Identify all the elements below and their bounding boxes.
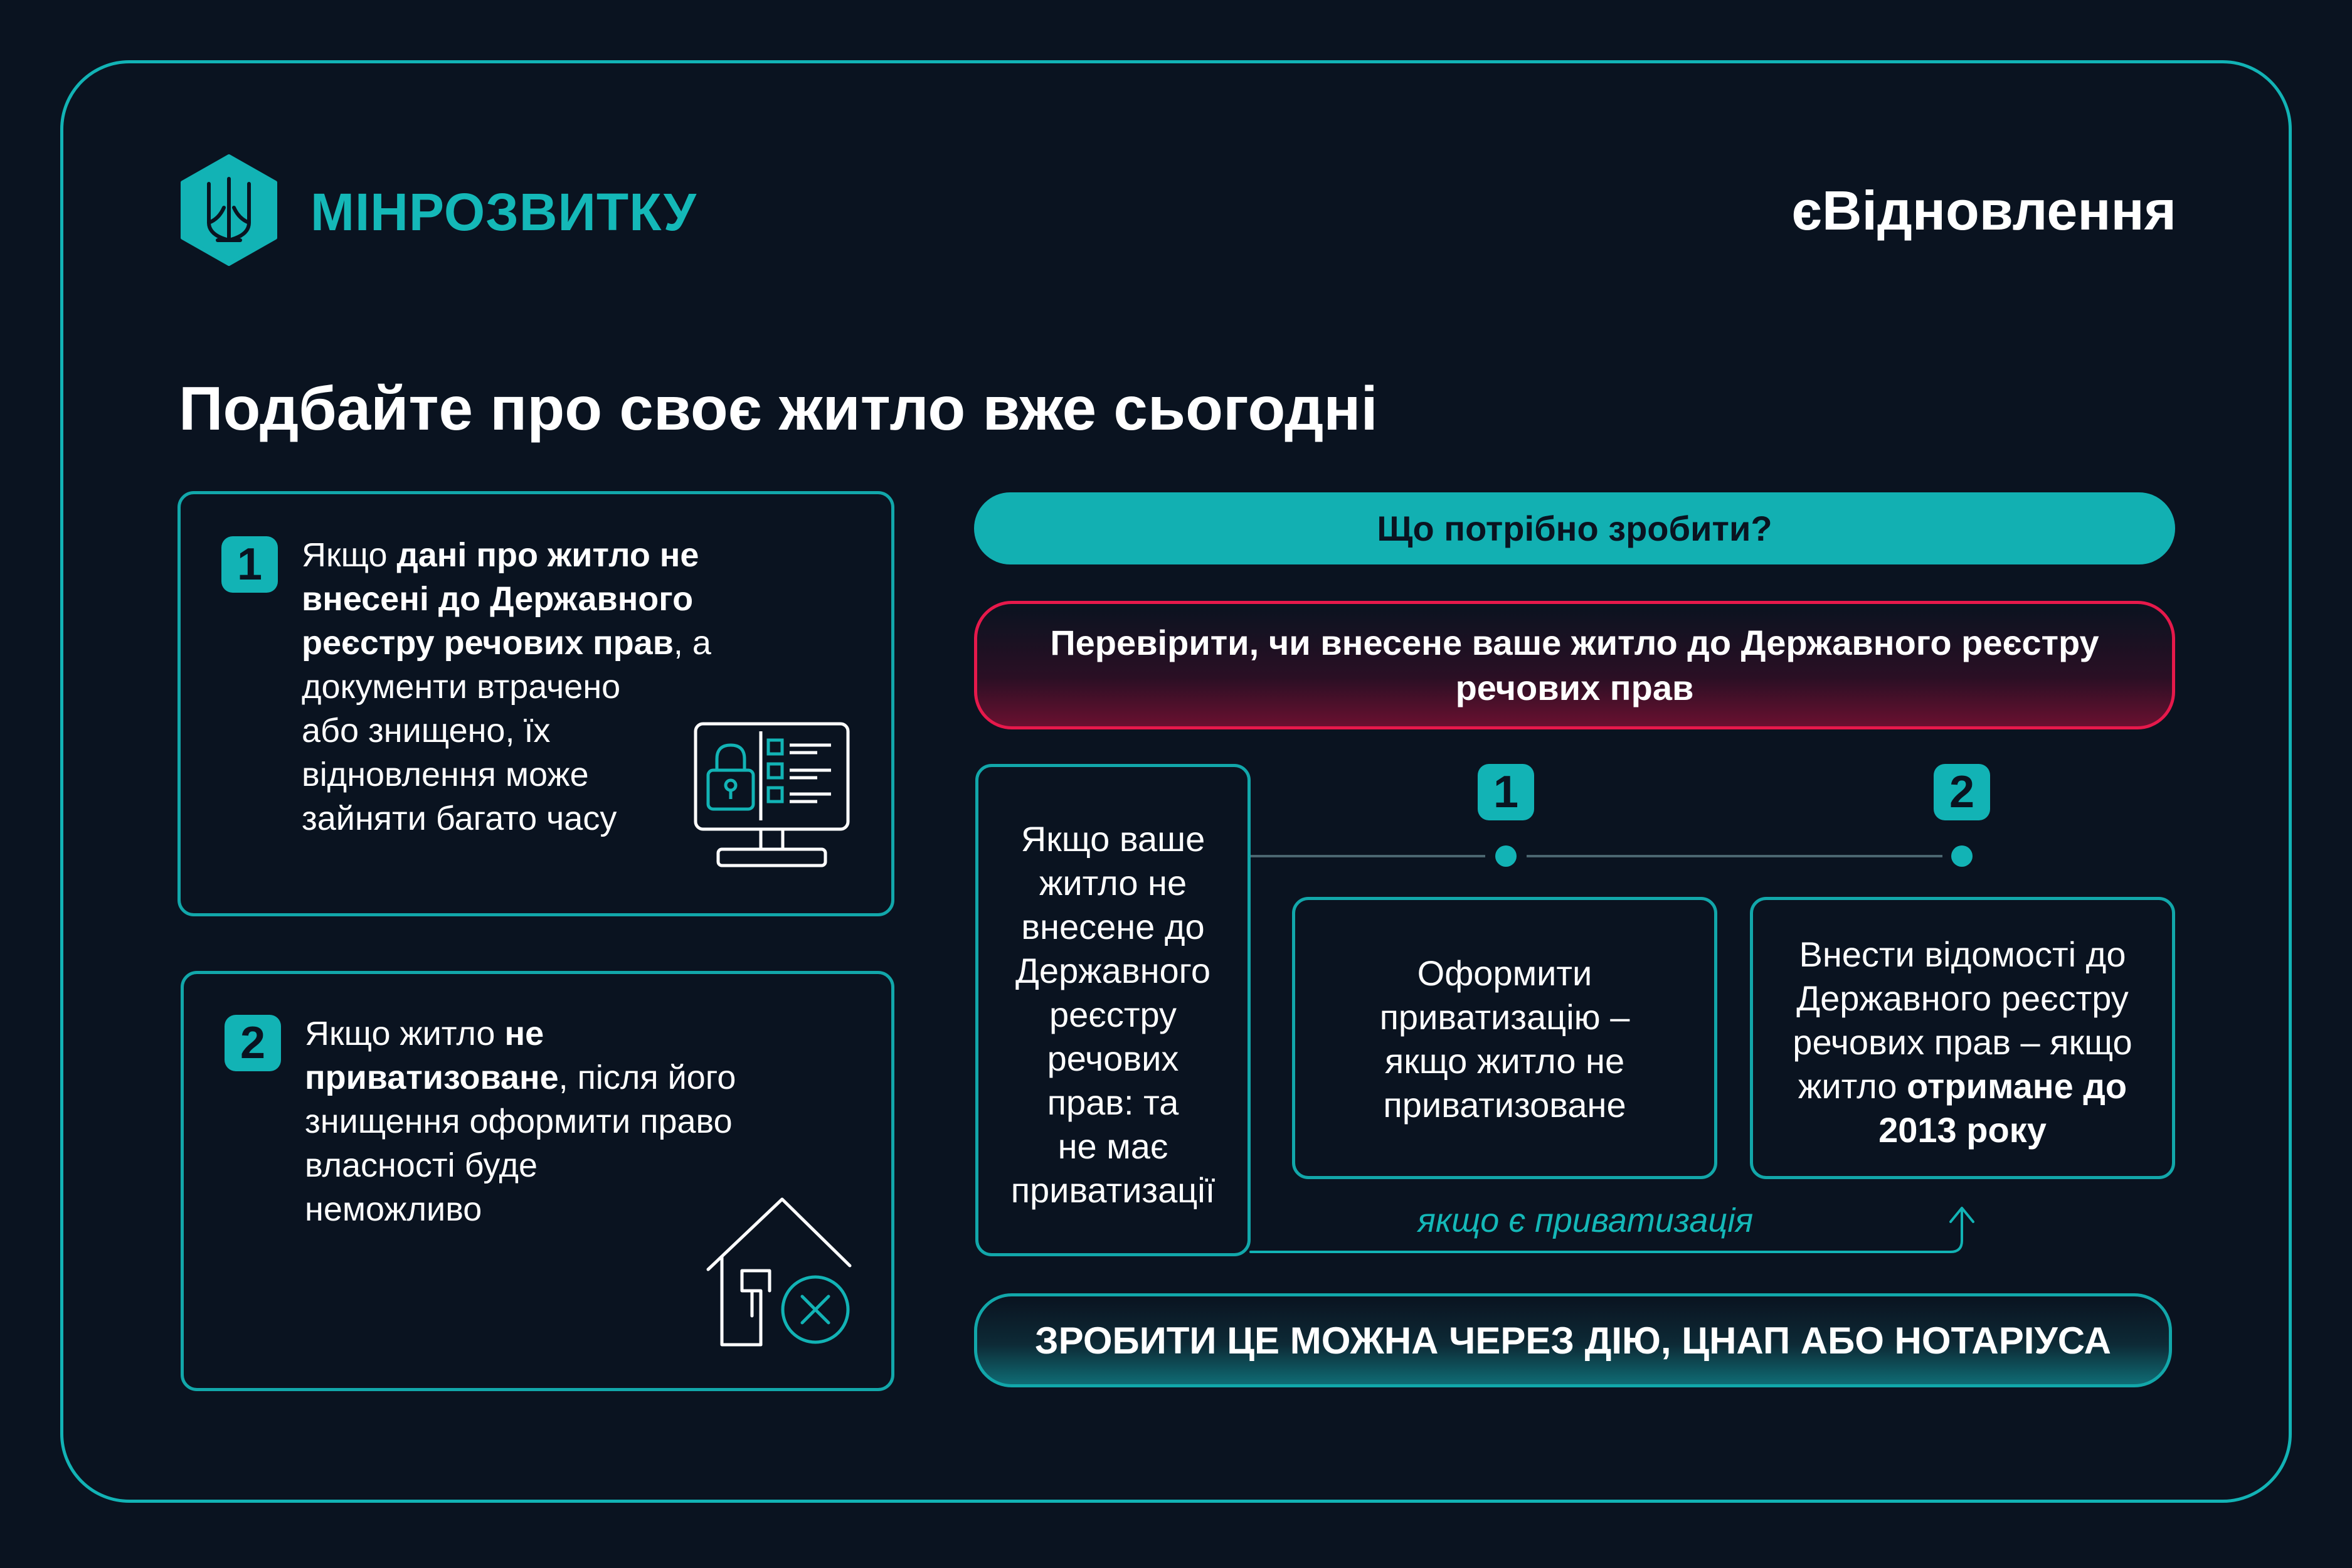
case-text-line: документи втрачено	[302, 668, 621, 706]
case-text-line: зайняти багато часу	[302, 800, 617, 837]
case-text-line: приватизоване, після його	[305, 1059, 736, 1096]
flow-text-line: Якщо ваше	[1020, 819, 1205, 859]
condition-card	[975, 764, 1251, 1256]
case-text-line: реєстру речових прав, а	[302, 624, 711, 662]
check-line-2: речових прав	[1455, 667, 1694, 707]
flow-text-line: реєстру	[1049, 995, 1177, 1034]
flow-text-line: речових	[1047, 1039, 1179, 1078]
step-number-badge-2: 2	[1934, 764, 1990, 820]
brand-title: єВідновлення	[1791, 179, 2176, 241]
step-text-line: Внести відомості до	[1799, 935, 2126, 974]
flow-text-line: приватизації	[1010, 1170, 1216, 1210]
case-text-line: внесені до Державного	[302, 580, 694, 618]
case-text-line: Якщо дані про житло не	[302, 536, 699, 574]
step-text-line: 2013 року	[1878, 1110, 2047, 1150]
flow-text-line: Оформити	[1417, 953, 1592, 993]
question-banner: Що потрібно зробити?	[974, 492, 2175, 564]
case-text-line: відновлення може	[302, 756, 589, 793]
step-text-line: Державного реєстру	[1796, 978, 2129, 1018]
ministry-logo-text: МІНРОЗВИТКУ	[310, 183, 697, 241]
where-to-do-banner: ЗРОБИТИ ЦЕ МОЖНА ЧЕРЕЗ ДІЮ, ЦНАП АБО НОТАРІУСА	[974, 1293, 2172, 1387]
flow-text-line: якщо житло не	[1384, 1041, 1625, 1081]
flow-text-line: приватизоване	[1383, 1085, 1626, 1125]
case-text-line: або знищено, їх	[302, 712, 551, 750]
step2-text	[1753, 933, 2172, 1152]
step-text-line: житло отримане до	[1798, 1066, 2127, 1106]
case-number-badge-2: 2	[225, 1015, 281, 1071]
flow-text-line: Державного	[1015, 951, 1210, 990]
flow-text-line: житло не	[1039, 863, 1187, 903]
flow-text-line: внесене до	[1021, 907, 1205, 946]
step-card-privatize	[1292, 897, 1717, 1179]
step-text-line: речових прав – якщо	[1793, 1022, 2132, 1062]
step1-text	[1295, 951, 1714, 1127]
step-number-badge-1: 1	[1478, 764, 1534, 820]
condition-text	[978, 817, 1248, 1212]
flow-text-line: не має	[1057, 1126, 1168, 1166]
check-line-1: Перевірити, чи внесене ваше житло до Державного реєстру	[1050, 622, 2099, 662]
page-title: Подбайте про своє житло вже сьогодні	[179, 374, 1378, 443]
step-card-register	[1750, 897, 2175, 1179]
privatization-label: якщо є приватизація	[1417, 1202, 1754, 1239]
flow-text-line: прав: та	[1047, 1083, 1179, 1122]
case-text-line: власності буде	[305, 1147, 538, 1184]
flow-text-line: приватизацію –	[1379, 997, 1630, 1037]
case-number-badge-1: 1	[221, 536, 278, 593]
case-text-line: неможливо	[305, 1190, 482, 1228]
case-text-line: знищення оформити право	[305, 1103, 733, 1140]
case-text-line: Якщо житло не	[305, 1015, 544, 1052]
